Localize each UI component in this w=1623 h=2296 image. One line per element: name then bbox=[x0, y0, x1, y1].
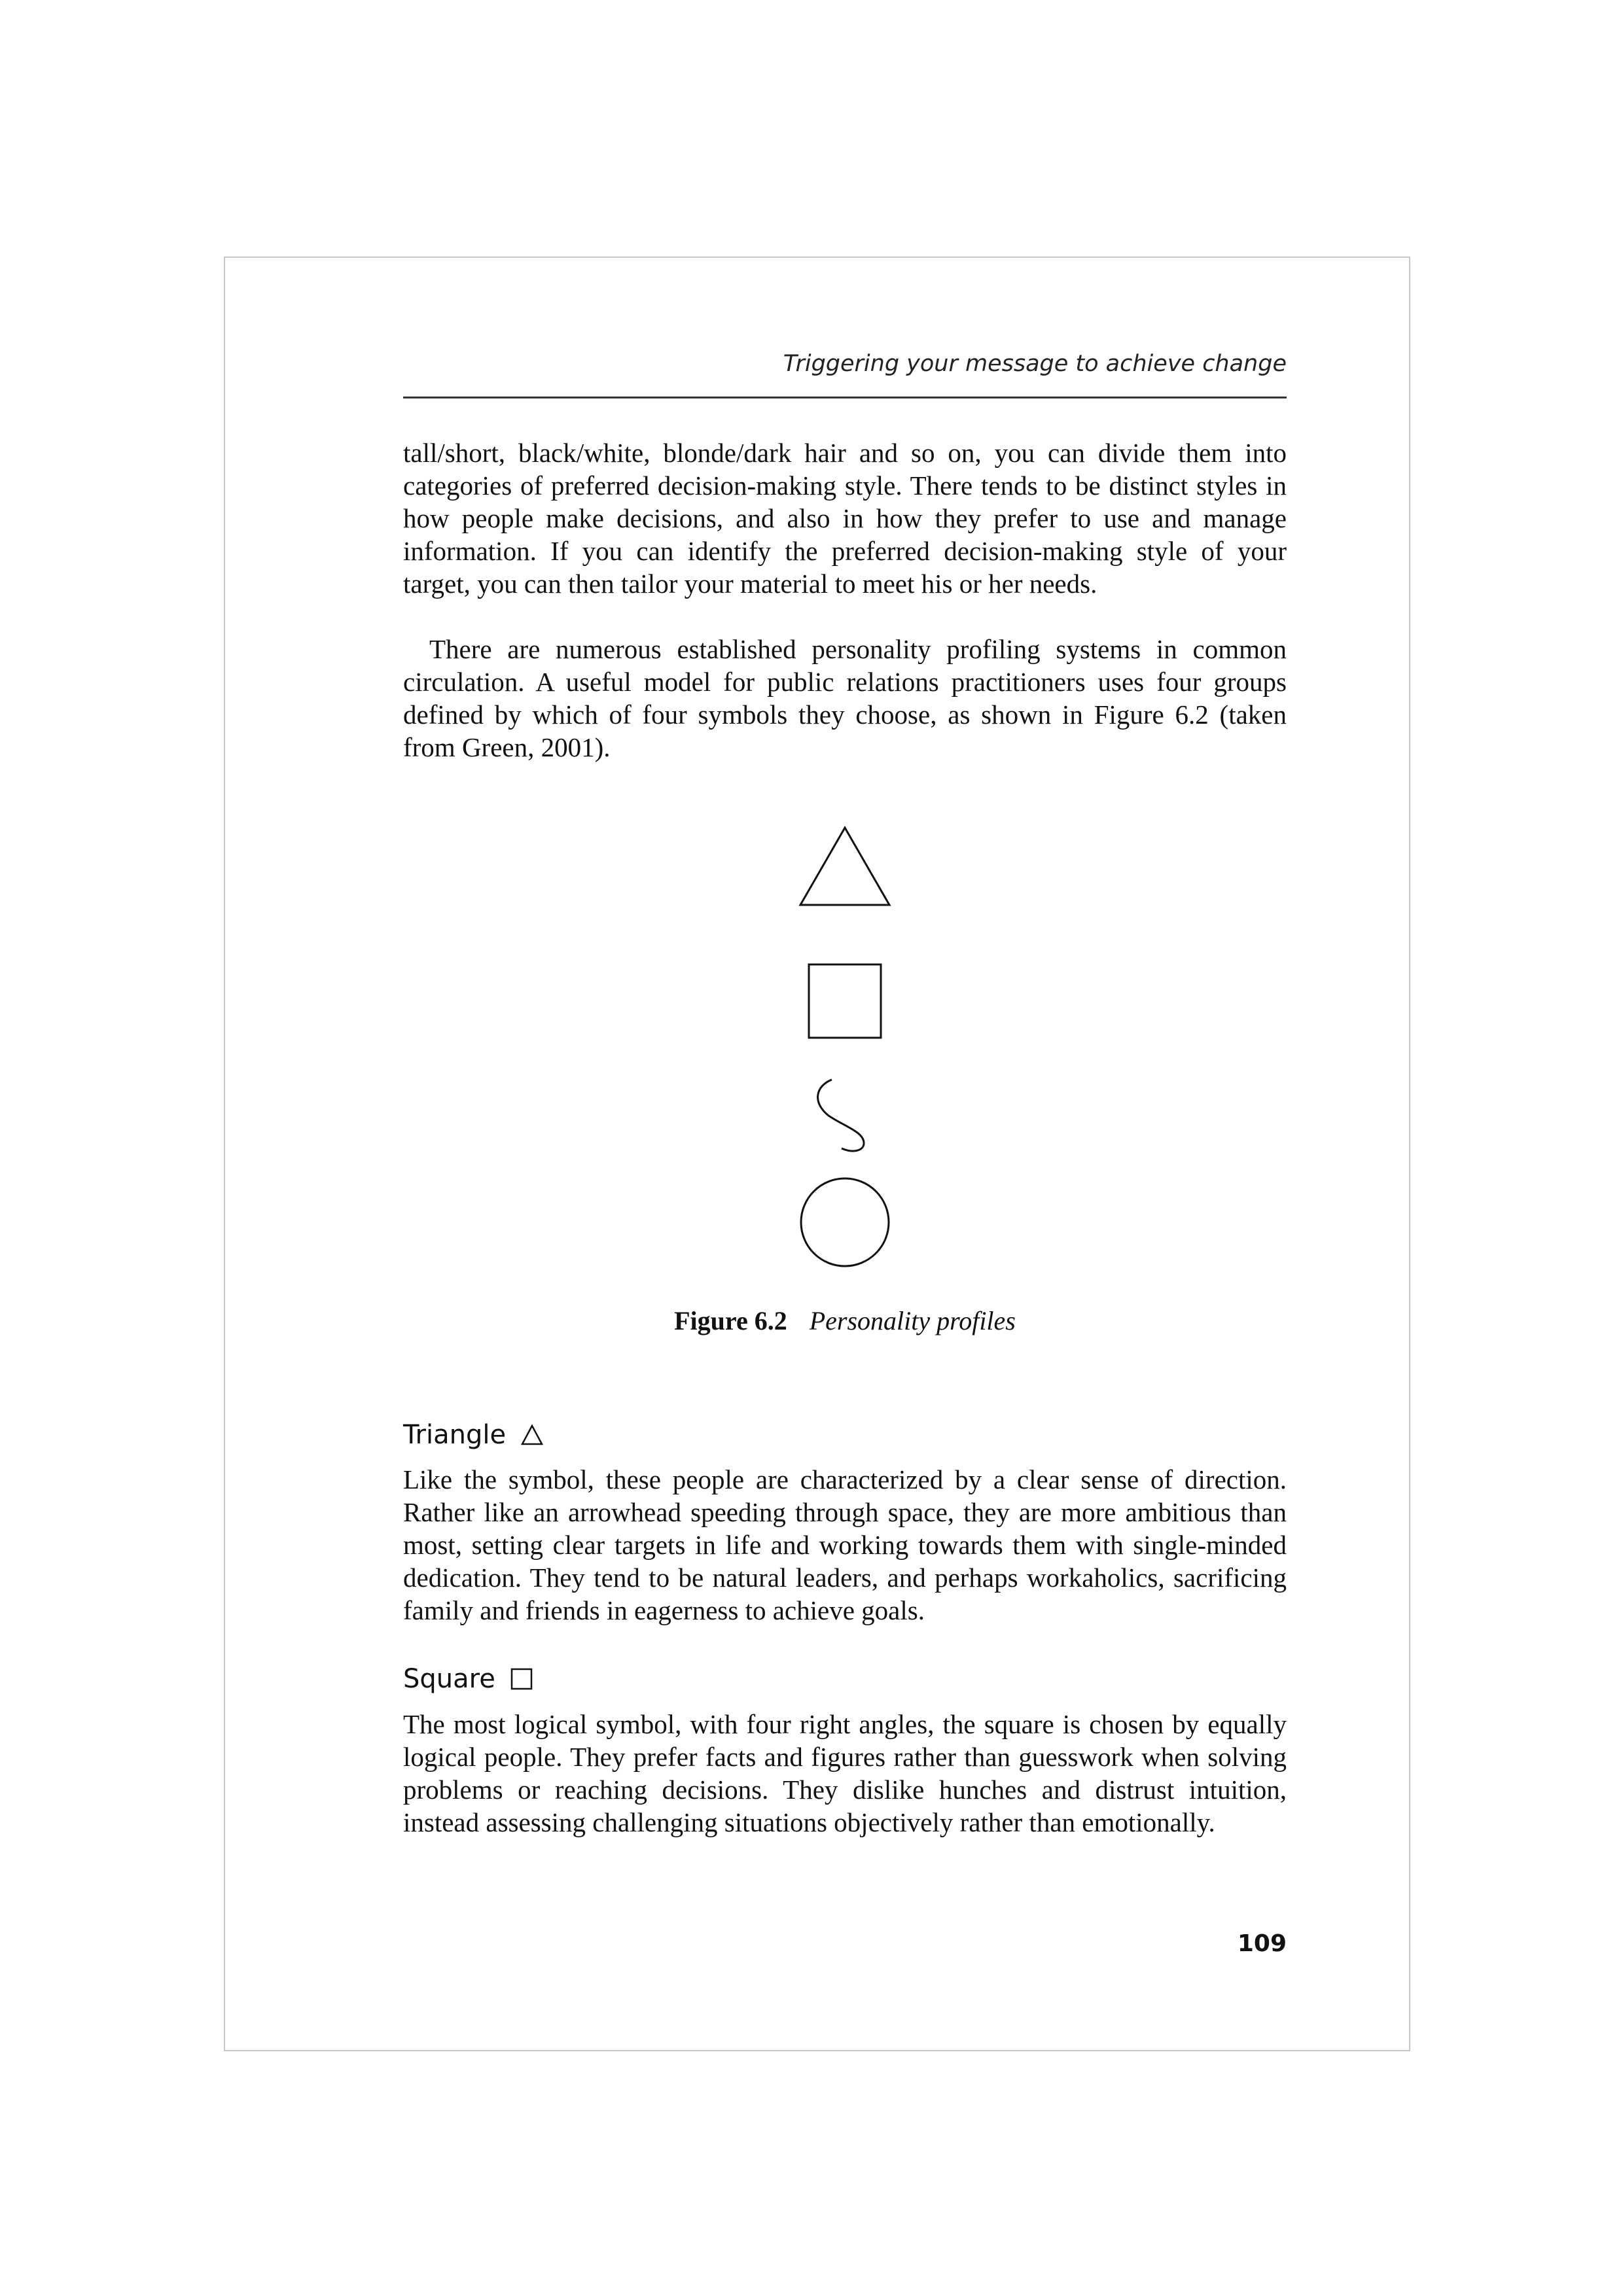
heading-triangle-label: Triangle bbox=[403, 1420, 507, 1450]
heading-square bbox=[403, 1663, 533, 1695]
page-number: 109 bbox=[1237, 1930, 1287, 1957]
triangle-icon bbox=[520, 1424, 544, 1446]
header-rule bbox=[403, 397, 1287, 398]
running-head: Triggering your message to achieve change bbox=[783, 351, 1287, 377]
figure-personality-profiles bbox=[796, 824, 894, 1282]
circle-icon bbox=[801, 1178, 889, 1266]
paragraph-triangle: Like the symbol, these people are characterized by a clear sense of direction. Rather like an arrowhead speeding through space, they are more ambitious than most, setting clear targets in life and working towards them with single-minded dedication. They tend to be natural leaders, and perhaps workaholics, sacrificing family and friends in eagerness to achieve goals. bbox=[403, 1464, 1287, 1625]
figure-label: Figure 6.2 bbox=[674, 1306, 787, 1335]
square-icon bbox=[510, 1667, 533, 1691]
square-icon bbox=[809, 964, 881, 1038]
figure-caption bbox=[403, 1305, 1287, 1336]
heading-square-label: Square bbox=[403, 1664, 495, 1694]
figure-title: Personality profiles bbox=[809, 1306, 1016, 1335]
heading-triangle bbox=[403, 1419, 544, 1451]
squiggle-icon bbox=[818, 1080, 864, 1151]
paragraph-intro: tall/short, black/white, blonde/dark hair and so on, you can divide them into categories of preferred decision-making style. There tends to be distinct styles in how people make decisions, and also in how they prefer to use and manage information. If you can identify the preferred decision-making style of your target, you can then tailor your material to meet his or her needs. bbox=[403, 438, 1287, 599]
paragraph-profiling: There are numerous established personality profiling systems in common circulation. A useful model for public relations practitioners uses four groups defined by which of four symbols they choose, as shown in Figure 6.2 (taken from Green, 2001). bbox=[403, 634, 1287, 762]
paragraph-square: The most logical symbol, with four right angles, the square is chosen by equally logical people. They prefer facts and figures rather than guesswork when solving problems or reaching decisions. They dislike hunches and distrust intuition, instead assessing challenging situations objectively rather than emotionally. bbox=[403, 1709, 1287, 1837]
triangle-icon bbox=[800, 828, 889, 905]
